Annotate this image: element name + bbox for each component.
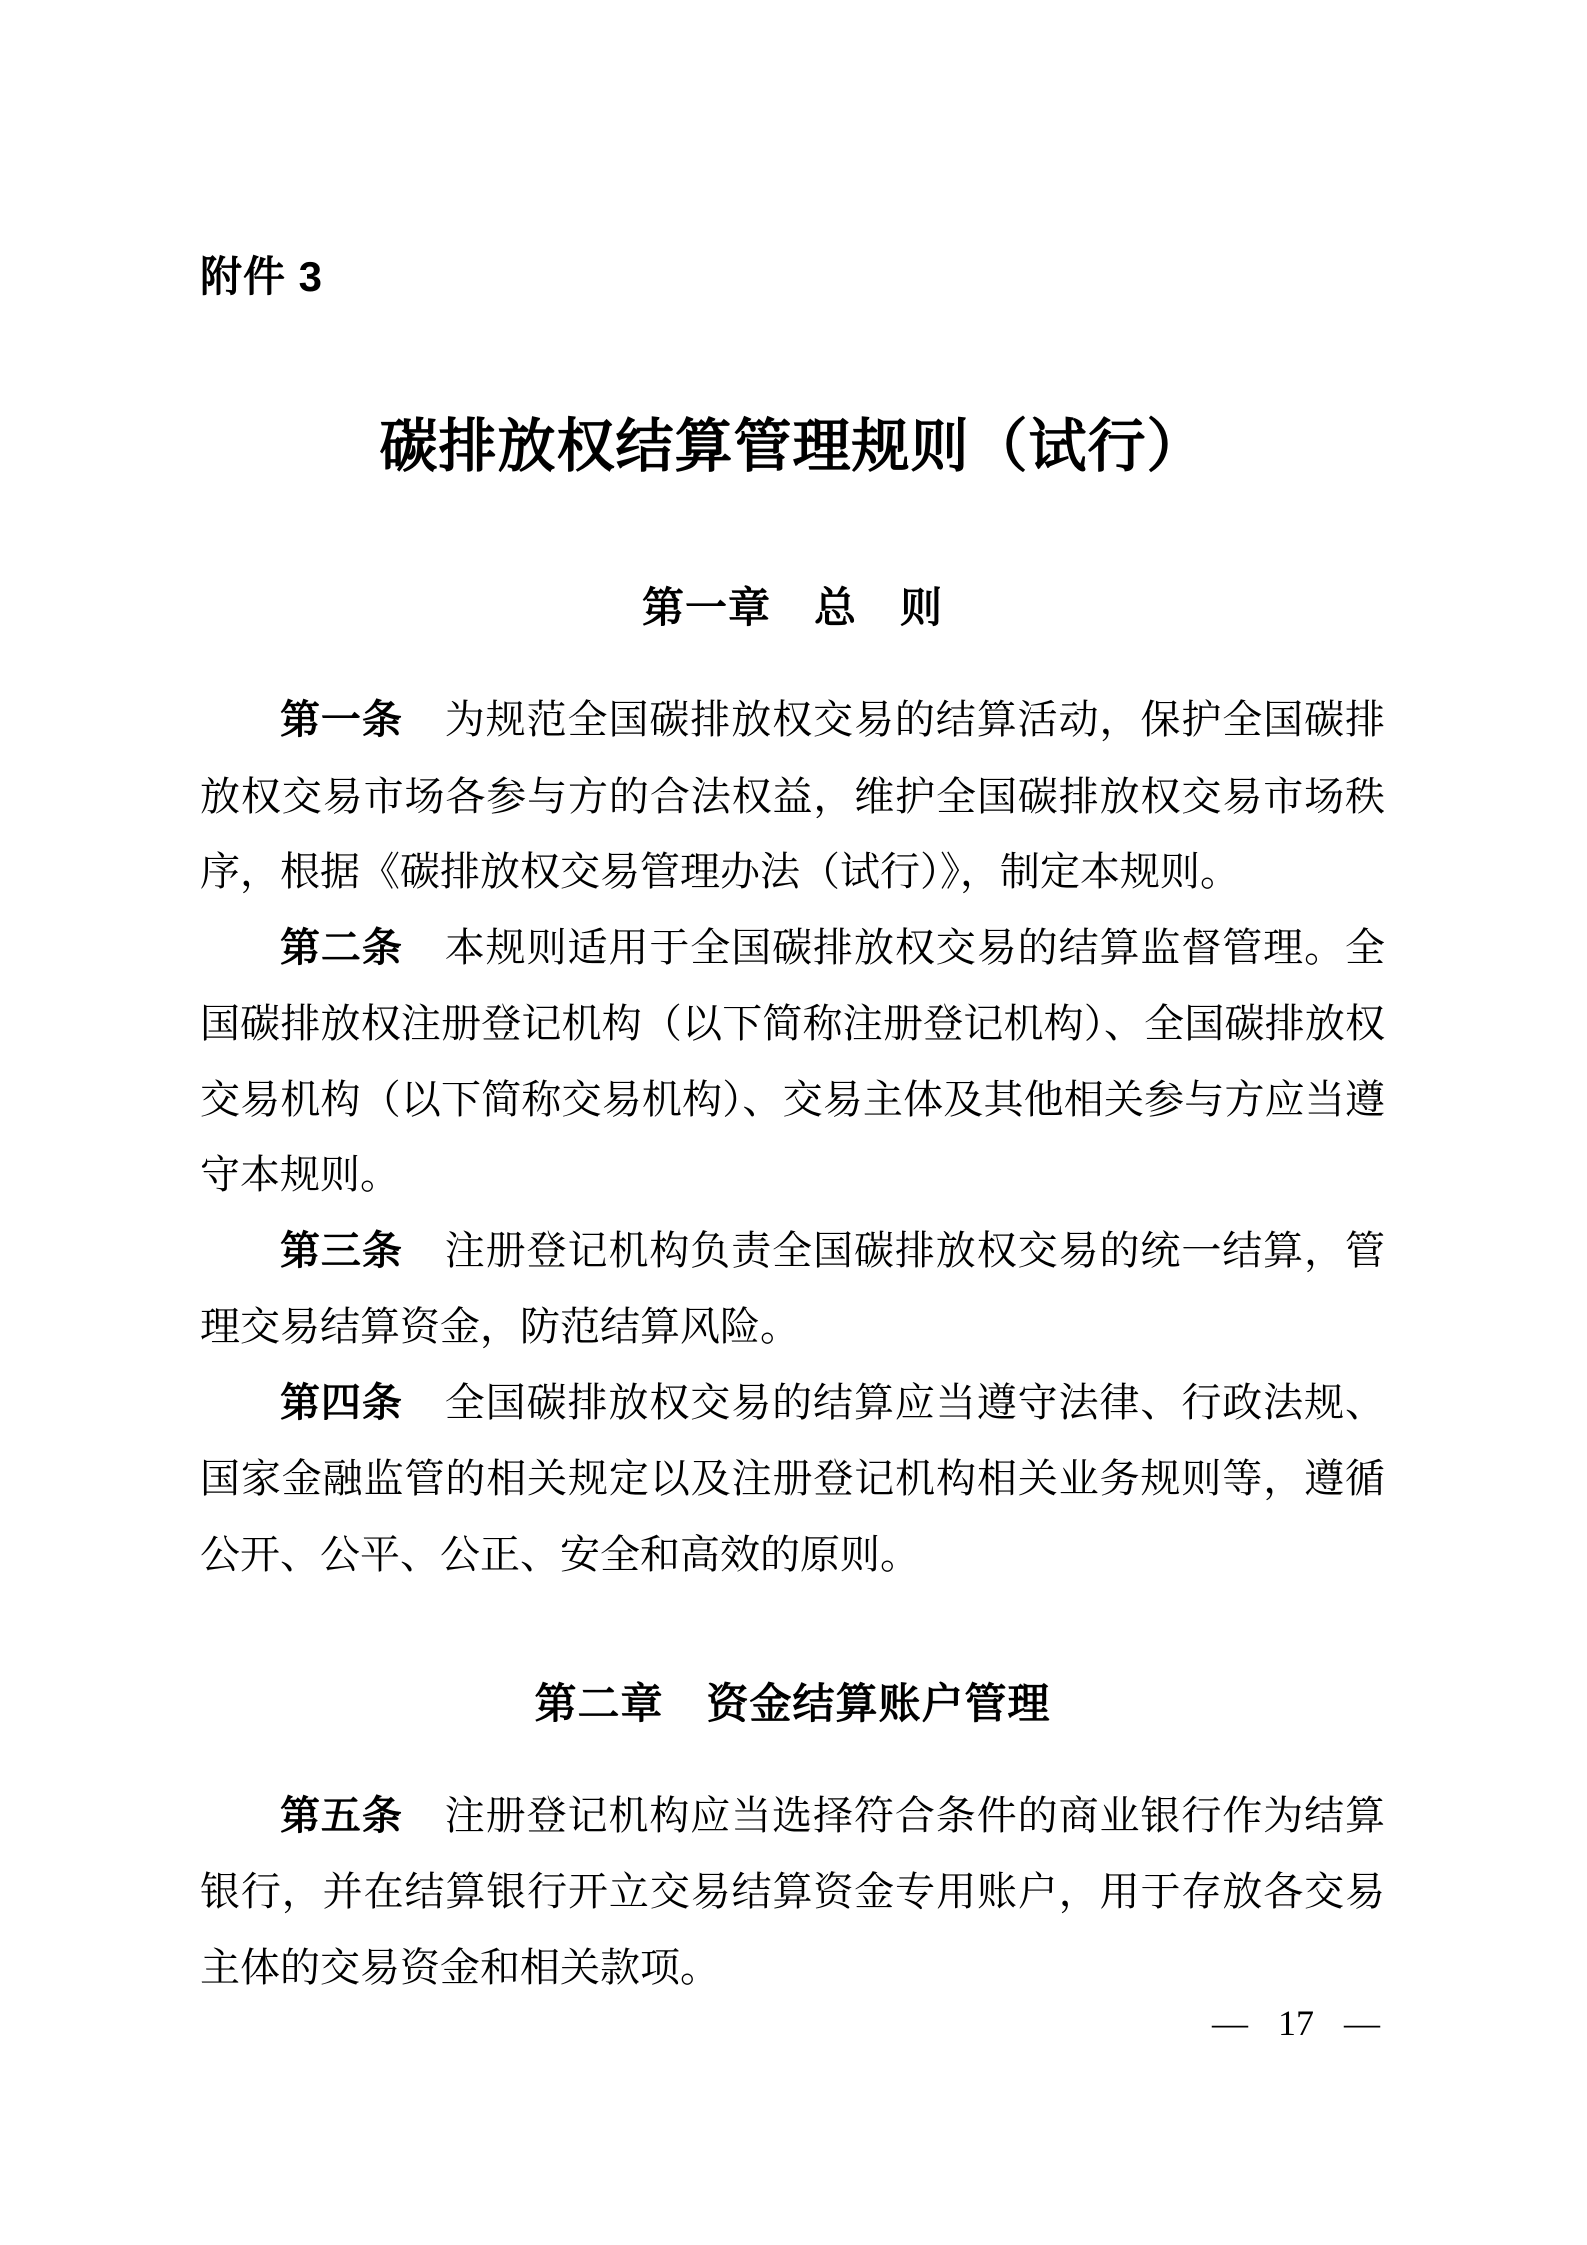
article-5-text: 注册登记机构应当选择符合条件的商业银行作为结算银行，并在结算银行开立交易结算资金专用账户，用于存放各交易主体的交易资金和相关款项。 bbox=[200, 1792, 1386, 1990]
page-number-dash-right: — bbox=[1344, 2003, 1380, 2043]
document-title: 碳排放权结算管理规则（试行） bbox=[379, 414, 1206, 479]
article-4-text: 全国碳排放权交易的结算应当遵守法律、行政法规、国家金融监管的相关规定以及注册登记机构相关业务规则等，遵循公开、公平、公正、安全和高效的原则。 bbox=[200, 1379, 1386, 1577]
document-body bbox=[200, 682, 1385, 2005]
article-2-text: 本规则适用于全国碳排放权交易的结算监督管理。全国碳排放权注册登记机构（以下简称注册登记机构）、全国碳排放权交易机构（以下简称交易机构）、交易主体及其他相关参与方应当遵守本规则。 bbox=[200, 924, 1386, 1197]
article-3 bbox=[200, 1213, 1385, 1365]
article-1-label: 第一条 bbox=[280, 698, 403, 742]
chapter-1-heading: 第一章 总 则 bbox=[641, 584, 943, 631]
article-5 bbox=[200, 1778, 1385, 2006]
chapter-2-heading: 第二章 资金结算账户管理 bbox=[534, 1680, 1051, 1727]
article-3-text: 注册登记机构负责全国碳排放权交易的统一结算，管理交易结算资金，防范结算风险。 bbox=[200, 1227, 1386, 1349]
article-4-label: 第四条 bbox=[280, 1380, 403, 1425]
article-4 bbox=[200, 1365, 1385, 1593]
page-number-dash-left: — bbox=[1212, 2003, 1248, 2043]
article-3-label: 第三条 bbox=[280, 1228, 403, 1273]
page-number bbox=[1212, 2002, 1380, 2044]
attachment-label: 附件 3 bbox=[200, 253, 324, 300]
page-number-value: 17 bbox=[1278, 2003, 1314, 2043]
article-5-label: 第五条 bbox=[280, 1793, 403, 1838]
article-1-text: 为规范全国碳排放权交易的结算活动，保护全国碳排放权交易市场各参与方的合法权益，维护全国碳排放权交易市场秩序，根据《碳排放权交易管理办法（试行）》，制定本规则。 bbox=[200, 697, 1386, 894]
article-2 bbox=[200, 910, 1385, 1213]
article-1 bbox=[200, 682, 1385, 910]
article-2-label: 第二条 bbox=[280, 925, 403, 970]
